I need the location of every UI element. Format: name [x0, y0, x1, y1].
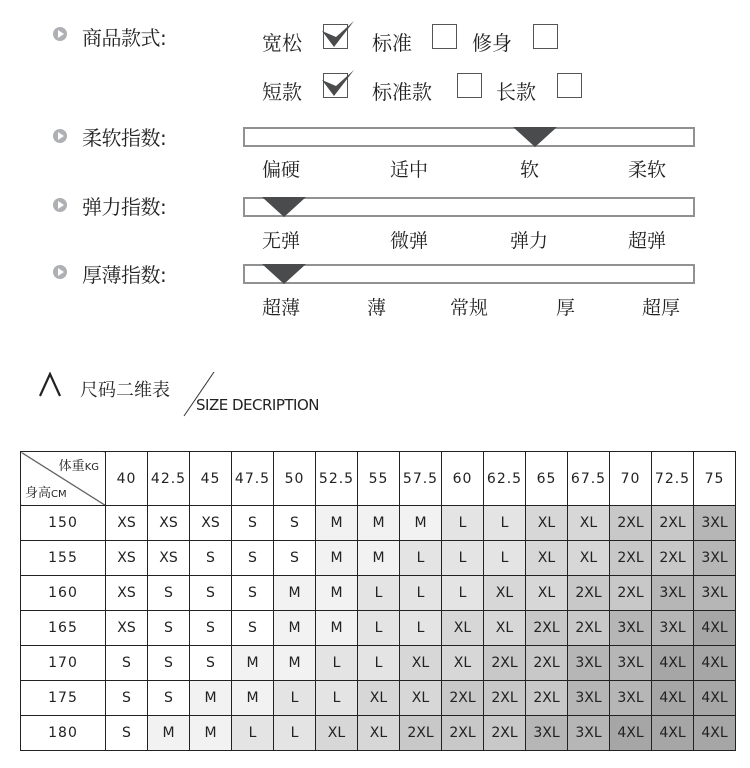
size-cell: XL: [358, 681, 400, 716]
table-row: [21, 611, 736, 646]
height-header: 165: [21, 611, 106, 646]
table-row: [21, 681, 736, 716]
option-loose-checkbox[interactable]: [323, 24, 348, 49]
bullet-icon: [53, 265, 67, 279]
weight-header: 52.5: [316, 452, 358, 506]
option-standard-label: 标准: [372, 31, 412, 55]
size-cell: 2XL: [610, 541, 652, 576]
size-cell: S: [274, 506, 316, 541]
corner-height-unit: CM: [51, 489, 67, 500]
size-cell: 2XL: [652, 541, 694, 576]
size-cell: XS: [106, 611, 148, 646]
option-long-checkbox[interactable]: [557, 73, 582, 98]
size-cell: M: [232, 681, 274, 716]
size-subtitle: SIZE DECRIPTION: [196, 396, 319, 414]
size-cell: S: [148, 681, 190, 716]
size-cell: 2XL: [400, 716, 442, 751]
size-cell: M: [358, 506, 400, 541]
size-cell: XS: [106, 541, 148, 576]
weight-header: 67.5: [568, 452, 610, 506]
size-cell: 3XL: [694, 506, 736, 541]
weight-header: 62.5: [484, 452, 526, 506]
softness-label: 柔软指数:: [82, 126, 167, 150]
height-header: 160: [21, 576, 106, 611]
weight-header: 47.5: [232, 452, 274, 506]
option-standard-length-label: 标准款: [372, 80, 432, 104]
size-cell: L: [358, 646, 400, 681]
size-cell: L: [400, 611, 442, 646]
size-cell: 3XL: [610, 646, 652, 681]
size-cell: M: [316, 506, 358, 541]
size-cell: M: [316, 541, 358, 576]
size-cell: S: [106, 681, 148, 716]
size-cell: L: [400, 576, 442, 611]
thickness-scale-2: 常规: [450, 297, 489, 319]
softness-pointer: [513, 127, 557, 147]
size-cell: XL: [568, 506, 610, 541]
weight-header: 72.5: [652, 452, 694, 506]
size-cell: 3XL: [694, 576, 736, 611]
size-cell: XS: [106, 576, 148, 611]
size-cell: XL: [400, 681, 442, 716]
corner-weight-unit: KG: [84, 462, 99, 473]
size-cell: 3XL: [652, 611, 694, 646]
size-cell: 2XL: [526, 681, 568, 716]
size-cell: XS: [148, 541, 190, 576]
size-cell: XL: [442, 646, 484, 681]
size-cell: L: [274, 716, 316, 751]
size-cell: S: [190, 576, 232, 611]
elasticity-label: 弹力指数:: [82, 195, 167, 219]
size-title: 尺码二维表: [80, 380, 170, 401]
weight-header: 42.5: [148, 452, 190, 506]
size-cell: XL: [484, 611, 526, 646]
size-cell: 4XL: [610, 716, 652, 751]
size-cell: S: [232, 576, 274, 611]
size-cell: XL: [358, 716, 400, 751]
size-cell: XL: [526, 541, 568, 576]
elasticity-scale-3: 超弹: [628, 230, 667, 252]
size-cell: 3XL: [610, 681, 652, 716]
size-cell: L: [484, 506, 526, 541]
weight-header: 75: [694, 452, 736, 506]
size-cell: 3XL: [694, 541, 736, 576]
height-header: 180: [21, 716, 106, 751]
softness-scale-1: 适中: [390, 159, 429, 181]
size-cell: 3XL: [568, 716, 610, 751]
height-header: 155: [21, 541, 106, 576]
size-cell: M: [316, 576, 358, 611]
size-cell: M: [148, 716, 190, 751]
size-cell: M: [316, 611, 358, 646]
size-cell: XL: [526, 506, 568, 541]
thickness-scale-4: 超厚: [642, 297, 681, 319]
table-row: [21, 506, 736, 541]
option-standard-checkbox[interactable]: [432, 24, 457, 49]
size-cell: 2XL: [526, 611, 568, 646]
size-cell: L: [274, 681, 316, 716]
bullet-icon: [53, 198, 67, 212]
size-cell: L: [316, 646, 358, 681]
size-cell: XL: [442, 611, 484, 646]
size-cell: M: [190, 716, 232, 751]
weight-header: 60: [442, 452, 484, 506]
option-short-label: 短款: [262, 80, 302, 104]
size-cell: L: [484, 541, 526, 576]
weight-header: 57.5: [400, 452, 442, 506]
checkmark-icon: [320, 17, 356, 53]
size-cell: S: [232, 506, 274, 541]
size-cell: 3XL: [568, 646, 610, 681]
option-standard-length-checkbox[interactable]: [457, 73, 482, 98]
size-cell: S: [190, 541, 232, 576]
option-slim-checkbox[interactable]: [533, 24, 558, 49]
height-header: 150: [21, 506, 106, 541]
size-cell: S: [106, 646, 148, 681]
size-cell: L: [358, 611, 400, 646]
weight-header: 50: [274, 452, 316, 506]
size-table-corner: [21, 452, 106, 506]
corner-height: 身高: [25, 486, 52, 501]
size-cell: S: [190, 611, 232, 646]
size-cell: 4XL: [652, 716, 694, 751]
size-cell: M: [274, 576, 316, 611]
size-cell: 2XL: [610, 506, 652, 541]
size-table-header: [21, 452, 736, 506]
size-cell: 3XL: [610, 611, 652, 646]
size-cell: 2XL: [484, 646, 526, 681]
option-short-checkbox[interactable]: [323, 73, 348, 98]
size-cell: 3XL: [568, 681, 610, 716]
height-header: 175: [21, 681, 106, 716]
size-table: [20, 451, 736, 751]
size-cell: M: [400, 506, 442, 541]
softness-scale-0: 偏硬: [262, 159, 301, 181]
size-cell: 3XL: [652, 576, 694, 611]
weight-header: 55: [358, 452, 400, 506]
elasticity-track: [243, 197, 695, 217]
size-cell: XL: [526, 576, 568, 611]
size-cell: 2XL: [568, 576, 610, 611]
thickness-track: [243, 264, 695, 284]
thickness-scale-1: 薄: [367, 297, 387, 319]
size-cell: 2XL: [526, 646, 568, 681]
size-cell: XL: [316, 716, 358, 751]
size-cell: L: [400, 541, 442, 576]
size-cell: XL: [400, 646, 442, 681]
softness-track: [243, 127, 695, 147]
thickness-scale-3: 厚: [556, 297, 576, 319]
weight-header: 70: [610, 452, 652, 506]
size-cell: L: [442, 541, 484, 576]
size-cell: L: [358, 576, 400, 611]
size-cell: M: [274, 611, 316, 646]
size-cell: L: [442, 576, 484, 611]
weight-header: 65: [526, 452, 568, 506]
thickness-scale-0: 超薄: [262, 297, 301, 319]
elasticity-scale-1: 微弹: [390, 230, 429, 252]
size-cell: M: [232, 646, 274, 681]
table-row: [21, 646, 736, 681]
size-cell: XL: [568, 541, 610, 576]
size-cell: XS: [106, 506, 148, 541]
size-cell: 4XL: [694, 611, 736, 646]
size-cell: S: [232, 611, 274, 646]
size-cell: 2XL: [652, 506, 694, 541]
size-cell: XL: [484, 576, 526, 611]
option-slim-label: 修身: [472, 31, 512, 55]
size-cell: S: [148, 611, 190, 646]
size-cell: 2XL: [610, 576, 652, 611]
size-cell: 4XL: [694, 681, 736, 716]
size-cell: S: [232, 541, 274, 576]
size-cell: 2XL: [442, 681, 484, 716]
size-cell: S: [106, 716, 148, 751]
size-cell: 4XL: [652, 681, 694, 716]
size-cell: XS: [148, 506, 190, 541]
size-cell: L: [232, 716, 274, 751]
size-cell: 4XL: [652, 646, 694, 681]
size-cell: 4XL: [694, 646, 736, 681]
size-cell: L: [442, 506, 484, 541]
size-cell: S: [148, 646, 190, 681]
size-cell: 2XL: [484, 681, 526, 716]
elasticity-scale-0: 无弹: [262, 230, 301, 252]
elasticity-pointer: [262, 197, 306, 217]
size-cell: S: [148, 576, 190, 611]
style-label: 商品款式:: [82, 26, 167, 50]
size-cell: 2XL: [568, 611, 610, 646]
size-cell: 3XL: [526, 716, 568, 751]
height-header: 170: [21, 646, 106, 681]
corner-weight: 体重: [58, 459, 85, 474]
size-cell: M: [190, 681, 232, 716]
size-cell: M: [358, 541, 400, 576]
size-cell: 4XL: [694, 716, 736, 751]
bullet-icon: [53, 27, 67, 41]
elasticity-scale-2: 弹力: [510, 230, 549, 252]
size-cell: XS: [190, 506, 232, 541]
weight-header: 40: [106, 452, 148, 506]
table-row: [21, 576, 736, 611]
size-cell: 2XL: [484, 716, 526, 751]
softness-scale-2: 软: [520, 159, 540, 181]
thickness-label: 厚薄指数:: [82, 263, 167, 287]
bullet-icon: [53, 129, 67, 143]
table-row: [21, 716, 736, 751]
softness-scale-3: 柔软: [628, 159, 667, 181]
option-long-label: 长款: [496, 80, 536, 104]
size-cell: S: [190, 646, 232, 681]
table-row: [21, 541, 736, 576]
thickness-pointer: [262, 264, 306, 284]
size-cell: S: [274, 541, 316, 576]
weight-header: 45: [190, 452, 232, 506]
option-loose-label: 宽松: [262, 31, 302, 55]
size-cell: 2XL: [442, 716, 484, 751]
checkmark-icon: [320, 66, 356, 102]
size-cell: L: [316, 681, 358, 716]
size-cell: M: [274, 646, 316, 681]
